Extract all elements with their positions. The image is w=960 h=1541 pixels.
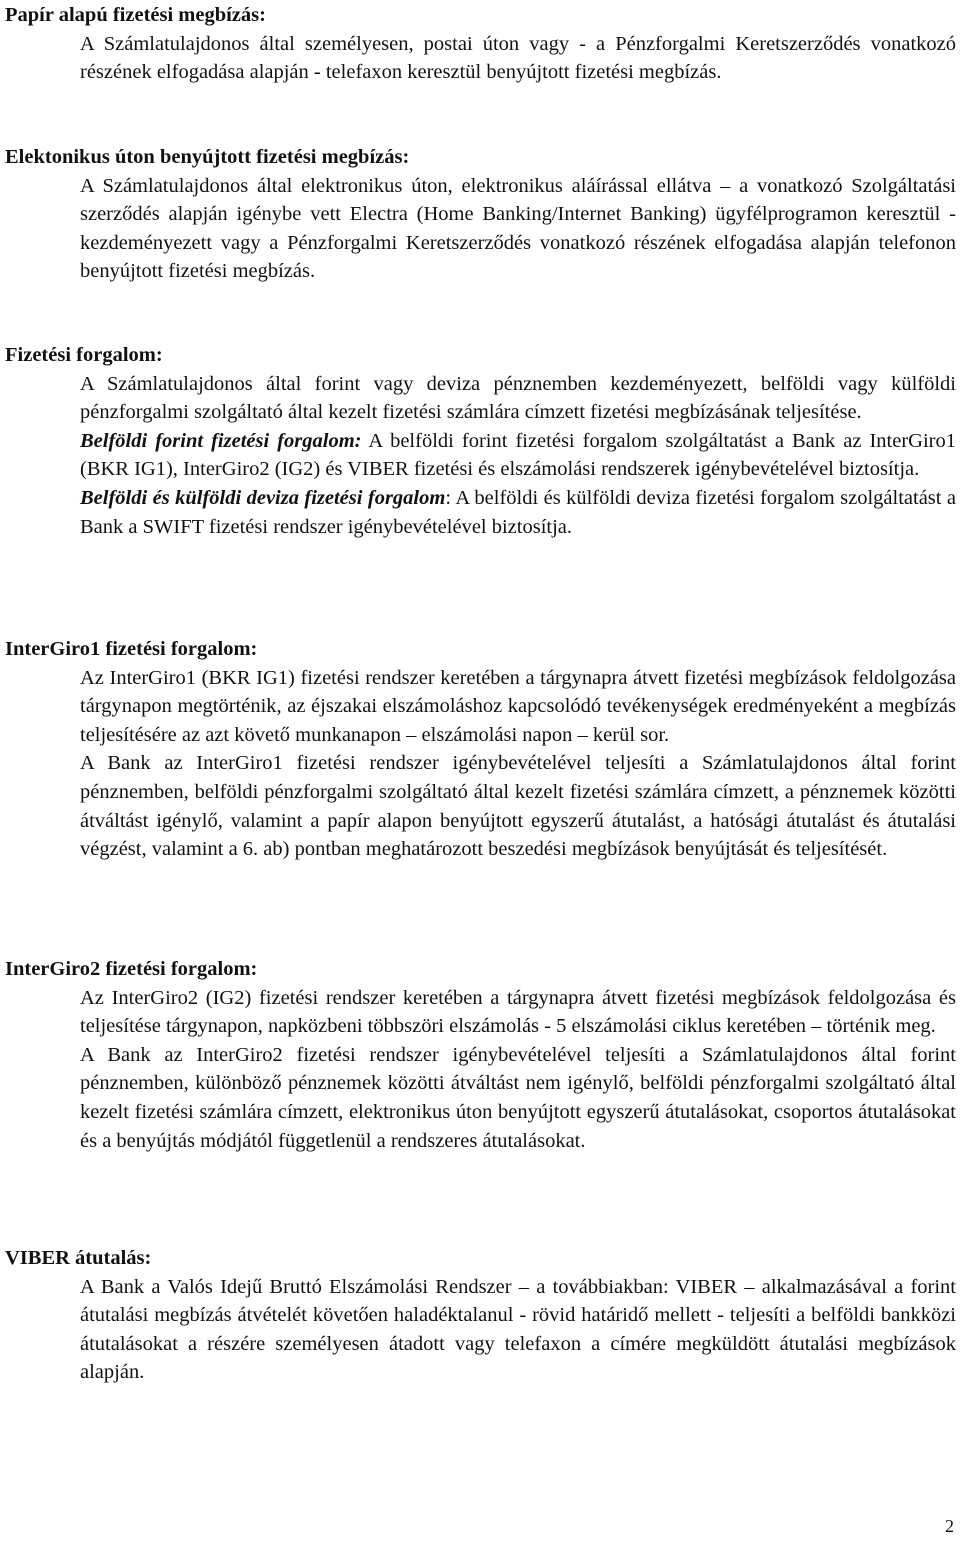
section-heading: Elektonikus úton benyújtott fizetési megbízás: <box>5 146 410 168</box>
section-heading: VIBER átutalás: <box>5 1247 152 1269</box>
section-electronic-payment-order <box>0 143 956 286</box>
section-heading: InterGiro1 fizetési forgalom: <box>5 638 258 660</box>
section-paragraph <box>80 484 956 541</box>
paragraph-lead: Belföldi és külföldi deviza fizetési forgalom <box>80 486 446 509</box>
section-heading: Papír alapú fizetési megbízás: <box>5 4 266 26</box>
section-paragraph: A Bank az InterGiro1 fizetési rendszer igénybevételével teljesíti a Számlatulajdonos által forint pénznemben, belföldi pénzforgalmi szolgáltató által kezelt fizetési számlára címzett, a pénznemek közötti átváltást igénylő, valamint a papír alapon benyújtott egyszerű átutalást, a hatósági átutalást és átutalási végzést, valamint a 6. ab) pontban meghatározott beszedési megbízások benyújtását és teljesítését. <box>80 752 956 861</box>
section-intergiro2 <box>0 955 956 1155</box>
section-paragraph <box>80 427 956 484</box>
section-paragraph: A Számlatulajdonos által elektronikus úton, elektronikus aláírással ellátva – a vonatkozó Szolgáltatási szerződés alapján igénybe vett Electra (Home Banking/Internet Banking) ügyfélprogramon keresztül - kezdeményezett vagy a Pénzforgalmi Keretszerződés vonatkozó részének elfogadása alapján telefonon benyújtott fizetési megbízás. <box>80 174 956 283</box>
section-heading: InterGiro2 fizetési forgalom: <box>5 958 258 980</box>
section-paragraph: A Számlatulajdonos által személyesen, postai úton vagy - a Pénzforgalmi Keretszerződés vonatkozó részének elfogadása alapján - telefaxon keresztül benyújtott fizetési megbízás. <box>80 32 956 84</box>
paragraph-text: A belföldi forint fizetési forgalom szolgáltatást a Bank az InterGiro1 (BKR IG1), InterGiro2 (IG2) és VIBER fizetési és elszámolási rendszerek igénybevételével biztosítja. <box>80 429 957 481</box>
section-paragraph: A Bank az InterGiro2 fizetési rendszer igénybevételével teljesíti a Számlatulajdonos által forint pénznemben, különböző pénznemek közötti átváltást nem igénylő, belföldi pénzforgalmi szolgáltató által kezelt fizetési számlára címzett, elektronikus úton benyújtott egyszerű átutalásokat, csoportos átutalásokat és a benyújtás módjától függetlenül a rendszeres átutalásokat. <box>80 1043 956 1152</box>
paragraph-text: : A belföldi és külföldi deviza fizetési forgalom szolgáltatást a Bank a SWIFT fizetési rendszer igénybevételével biztosítja. <box>80 486 956 538</box>
section-payment-transactions <box>0 341 956 541</box>
section-paper-payment-order <box>0 1 956 87</box>
section-paragraph: Az InterGiro2 (IG2) fizetési rendszer keretében a tárgynapra átvett fizetési megbízások feldolgozása és teljesítése tárgynapon, napközbeni többszöri elszámolás - 5 elszámolási ciklus keretében – történik meg. <box>80 986 956 1038</box>
section-heading: Fizetési forgalom: <box>5 344 163 366</box>
section-paragraph: A Számlatulajdonos által forint vagy deviza pénznemben kezdeményezett, belföldi vagy külföldi pénzforgalmi szolgáltató által kezelt fizetési számlára címzett fizetési megbízásának teljesítése. <box>80 372 956 424</box>
section-viber-transfer <box>0 1244 956 1387</box>
section-paragraph: A Bank a Valós Idejű Bruttó Elszámolási Rendszer – a továbbiakban: VIBER – alkalmazásával a forint átutalási megbízás átvételét követően haladéktalanul - rövid határidő mellett - teljesíti a belföldi bankközi átutalásokat a részére személyesen átadott vagy telefaxon a címére megküldött átutalási megbízások alapján. <box>80 1275 956 1384</box>
page-number: 2 <box>945 1516 954 1536</box>
section-intergiro1 <box>0 635 956 864</box>
paragraph-lead: Belföldi forint fizetési forgalom: <box>80 429 362 452</box>
section-paragraph: Az InterGiro1 (BKR IG1) fizetési rendszer keretében a tárgynapra átvett fizetési megbízások feldolgozása tárgynapon megtörténik, az éjszakai elszámoláshoz kapcsolódó tevékenységek eredményeként a megbízás teljesítésére az azt követő munkanapon – elszámolási napon – kerül sor. <box>80 666 956 746</box>
